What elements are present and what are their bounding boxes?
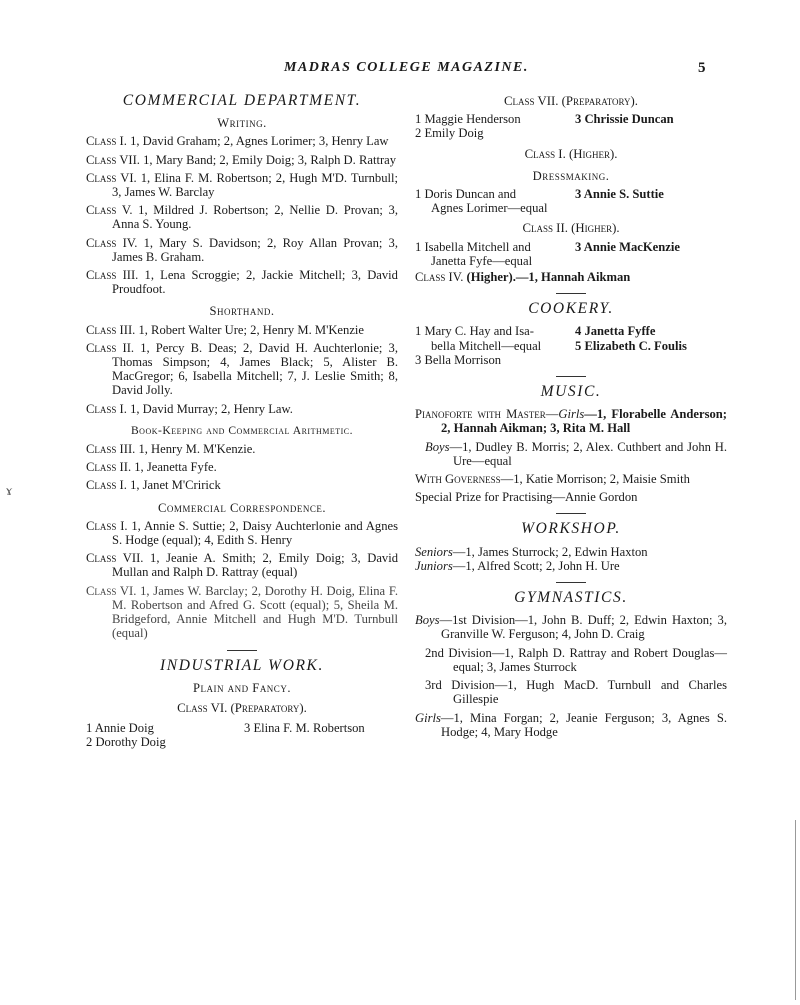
correspondence-heading: Commercial Correspondence. <box>157 500 327 515</box>
list-item: Class I. 1, Annie S. Suttie; 2, Daisy Auchterlonie and Agnes S. Hodge (equal); 4, Edith S. Henry <box>86 518 398 548</box>
gym-boys-2nd: 2nd Division—1, Ralph D. Rattray and Robert Douglas—equal; 3, James Sturrock <box>425 645 727 674</box>
music-pianoforte-boys: Boys—1, Dudley B. Morris; 2, Alex. Cuthbert and John H. Ure—equal <box>425 439 727 468</box>
cookery-heading: COOKERY. <box>528 300 614 318</box>
class-ii-higher-heading: Class II. (Higher). <box>522 221 620 236</box>
list-item: 3 Bella Morrison <box>415 352 502 367</box>
list-item: Class VI. 1, Elina F. M. Robertson; 2, Hugh M'D. Turnbull; 3, James W. Barclay <box>86 170 398 200</box>
cookery-list <box>415 324 727 367</box>
writing-heading: Writing. <box>217 116 267 131</box>
list-item: bella Mitchell—equal <box>431 338 542 353</box>
shorthand-heading: Shorthand. <box>209 304 275 319</box>
plain-fancy-heading: Plain and Fancy. <box>193 680 291 695</box>
workshop-juniors: Juniors—1, Alfred Scott; 2, John H. Ure <box>415 558 620 573</box>
list-item: Class I. 1, David Graham; 2, Agnes Lorimer; 3, Henry Law <box>86 134 389 149</box>
music-heading: MUSIC. <box>540 383 602 401</box>
class-vii-prep-list <box>415 112 727 140</box>
dressmaking-list <box>415 187 727 215</box>
class-vi-prep-heading: Class VI. (Preparatory). <box>177 700 307 715</box>
music-governess: With Governess—1, Katie Morrison; 2, Maisie Smith <box>415 472 690 487</box>
gymnastics-heading: GYMNASTICS. <box>514 589 628 607</box>
writing-list <box>86 134 398 296</box>
list-item: 1 Mary C. Hay and Isa- <box>415 324 534 339</box>
page-number: 5 <box>698 60 706 76</box>
class-i-higher-heading: Class I. (Higher). <box>524 146 618 161</box>
class-vi-prep-list <box>86 721 398 749</box>
shorthand-list <box>86 323 398 416</box>
list-item: 1 Annie Doig <box>86 721 154 736</box>
page-edge-shadow <box>787 820 796 1000</box>
list-item: 3 Annie MacKenzie <box>575 239 680 254</box>
section-divider <box>556 582 586 583</box>
list-item: 2 Emily Doig <box>415 126 484 141</box>
music-special-prize: Special Prize for Practising—Annie Gordon <box>415 490 638 505</box>
list-item: 3 Annie S. Suttie <box>575 187 664 202</box>
class-ii-higher-list <box>415 240 727 268</box>
page-header <box>0 60 800 80</box>
gym-girls: Girls—1, Mina Forgan; 2, Jeanie Ferguson; 3, Agnes S. Hodge; 4, Mary Hodge <box>415 710 727 739</box>
section-divider <box>556 293 586 294</box>
workshop-heading: WORKSHOP. <box>521 520 621 538</box>
list-item: 1 Isabella Mitchell and <box>415 239 531 254</box>
list-item: Agnes Lorimer—equal <box>431 201 548 216</box>
section-divider <box>556 376 586 377</box>
list-item: 3 Chrissie Duncan <box>575 112 674 127</box>
list-item: Class VII. 1, Jeanie A. Smith; 2, Emily Doig; 3, David Mullan and Ralph D. Rattray (equal) <box>86 551 398 580</box>
list-item: Class V. 1, Mildred J. Robertson; 2, Nellie D. Provan; 3, Anna S. Young. <box>86 203 399 232</box>
list-item: Class IV. 1, Mary S. Davidson; 2, Roy Allan Provan; 3, James B. Graham. <box>86 235 398 264</box>
bookkeeping-list <box>86 442 398 493</box>
commercial-heading: COMMERCIAL DEPARTMENT. <box>122 92 362 109</box>
magazine-title: MADRAS COLLEGE MAGAZINE. <box>284 60 529 75</box>
left-column <box>86 94 398 752</box>
section-divider <box>227 650 257 651</box>
gym-boys-3rd: 3rd Division—1, Hugh MacD. Turnbull and Charles Gillespie <box>425 678 727 707</box>
list-item: Janetta Fyfe—equal <box>431 253 533 268</box>
list-item: 1 Maggie Henderson <box>415 112 521 127</box>
list-item: 5 Elizabeth C. Foulis <box>575 338 687 353</box>
correspondence-list <box>86 519 398 641</box>
dressmaking-heading: Dressmaking. <box>532 168 610 183</box>
list-item: 4 Janetta Fyffe <box>575 324 656 339</box>
list-item: Class II. 1, Percy B. Deas; 2, David H. Auchterlonie; 3, Thomas Simpson; 4, James Black; 5, Alister B. MacGregor; 6, Isabella Mitchell; 7, J. Leslie Smith; 8, David Jolly. <box>86 340 398 398</box>
list-item: Class III. 1, Robert Walter Ure; 2, Henry M. M'Kenzie <box>86 322 365 337</box>
class-vii-prep-heading: Class VII. (Preparatory). <box>503 94 639 108</box>
list-item: Class I. 1, Janet M'Cririck <box>86 478 221 493</box>
gym-boys-1st: Boys—1st Division—1, John B. Duff; 2, Edwin Haxton; 3, Granville W. Ferguson; 4, John D. Craig <box>415 613 727 642</box>
list-item: 1 Doris Duncan and <box>415 187 517 202</box>
list-item: Class II. 1, Jeanetta Fyfe. <box>86 460 217 475</box>
margin-mark: ɤ <box>6 484 13 499</box>
list-item: Class VII. 1, Mary Band; 2, Emily Doig; 3, Ralph D. Rattray <box>86 152 397 167</box>
list-item: Class I. 1, David Murray; 2, Henry Law. <box>86 401 293 416</box>
bookkeeping-heading: Book-Keeping and Commercial Arithmetic. <box>130 423 354 437</box>
list-item: Class III. 1, Lena Scroggie; 2, Jackie Mitchell; 3, David Proudfoot. <box>86 268 398 297</box>
section-divider <box>556 513 586 514</box>
class-iv-higher-entry: Class IV. (Higher).—1, Hannah Aikman <box>415 270 631 285</box>
list-item: 3 Elina F. M. Robertson <box>244 721 365 736</box>
music-pianoforte-girls: Pianoforte with Master—Girls—1, Florabelle Anderson; 2, Hannah Aikman; 3, Rita M. Hall <box>415 407 727 436</box>
list-item: 2 Dorothy Doig <box>86 735 166 750</box>
list-item: Class VI. 1, James W. Barclay; 2, Dorothy H. Doig, Elina F. M. Robertson and Afred G. Scott (equal); 5, Sheila M. Bridgeford, Annie Mitchell and Hugh M'D. Turnbull (equal) <box>86 583 399 641</box>
industrial-heading: INDUSTRIAL WORK. <box>160 656 324 674</box>
list-item: Class III. 1, Henry M. M'Kenzie. <box>86 442 256 457</box>
workshop-seniors: Seniors—1, James Sturrock; 2, Edwin Haxton <box>415 544 648 559</box>
right-column <box>415 94 727 743</box>
